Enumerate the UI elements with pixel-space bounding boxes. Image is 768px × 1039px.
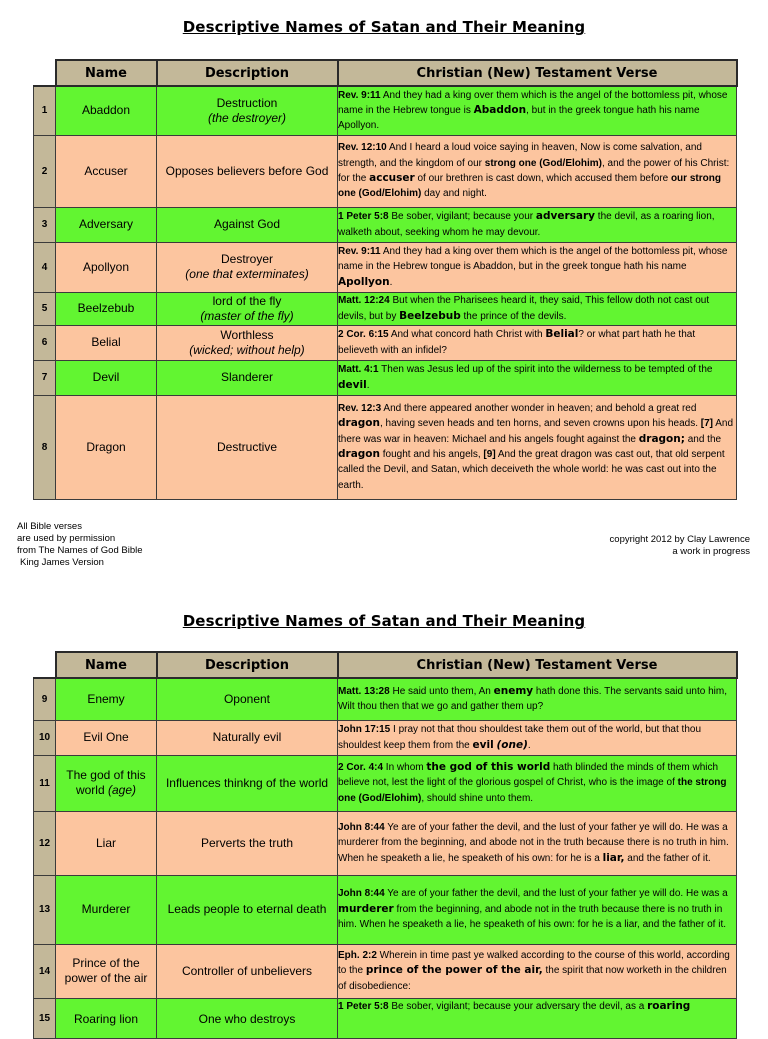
verse-text: hath done this. The servants said unto him, Wilt thou then that we go and gather them up? xyxy=(338,685,727,713)
verse-text: Be sober, vigilant; because your adversary the devil, as a xyxy=(388,1000,648,1012)
table-row xyxy=(34,242,737,292)
note-line: are used by permission xyxy=(17,533,116,544)
row-number: 15 xyxy=(34,998,56,1038)
verse-text: the devil, as a roaring lion, walketh about, seeking whom he may devour. xyxy=(338,211,715,238)
description-cell xyxy=(157,242,338,292)
description-cell xyxy=(157,292,338,325)
description-cell xyxy=(157,86,338,135)
verse-cell xyxy=(338,242,737,292)
table-row xyxy=(34,875,737,944)
verse-text: the prince of the devils. xyxy=(460,310,567,322)
name-cell: Beelzebub xyxy=(56,292,157,325)
verse-reference: 1 Peter 5:8 xyxy=(338,1000,389,1012)
description-subtext: (one that exterminates) xyxy=(185,267,309,281)
table-row xyxy=(34,944,737,998)
description-cell: Opposes believers before God xyxy=(157,135,338,207)
verse-text: I pray not that thou shouldest take them out of the world, but that thou shouldest keep them from the xyxy=(338,724,702,751)
table-row xyxy=(34,998,737,1038)
verse-text: And there appeared another wonder in heaven; and behold a great red xyxy=(381,402,697,414)
verse-cell xyxy=(338,811,737,875)
verse-text: and the father of it. xyxy=(624,852,711,864)
name-cell: Apollyon xyxy=(56,242,157,292)
description-cell xyxy=(157,325,338,360)
description-text: Destroyer xyxy=(220,252,273,266)
description-cell: Slanderer xyxy=(157,360,338,395)
permission-note xyxy=(17,521,143,569)
header-name: Name xyxy=(56,60,157,86)
table-row xyxy=(34,86,737,135)
description-cell: Destructive xyxy=(157,395,338,499)
verse-highlight: (one) xyxy=(496,738,528,751)
note-line: a work in progress xyxy=(672,546,750,557)
names-table-1 xyxy=(33,59,738,500)
header-verse: Christian (New) Testament Verse xyxy=(338,60,737,86)
verse-bold: the strong one (God/Elohim) xyxy=(338,777,727,804)
row-number: 8 xyxy=(34,395,56,499)
table-header-row xyxy=(34,60,737,86)
verse-highlight: Belial xyxy=(545,328,579,341)
description-cell: Influences thinkng of the world xyxy=(157,755,338,811)
verse-reference: Rev. 12:3 xyxy=(338,402,382,414)
table-row xyxy=(34,292,737,325)
verse-text: In whom xyxy=(383,761,427,773)
row-number: 7 xyxy=(34,360,56,395)
verse-cell xyxy=(338,678,737,720)
note-line: All Bible verses xyxy=(17,521,82,532)
description-cell: Leads people to eternal death xyxy=(157,875,338,944)
verse-cell xyxy=(338,86,737,135)
verse-text: hath blinded the minds of them which believe not, lest the light of the glorious gospel of Christ, who is the image of xyxy=(338,761,719,789)
verse-cell xyxy=(338,755,737,811)
table-row xyxy=(34,135,737,207)
verse-text: fought and his angels, xyxy=(380,449,484,460)
description-cell: Naturally evil xyxy=(157,720,338,755)
verse-highlight: liar, xyxy=(602,851,625,864)
copyright-note xyxy=(610,534,750,558)
verse-highlight: murderer xyxy=(338,902,394,915)
verse-cell xyxy=(338,135,737,207)
description-subtext: (wicked; without help) xyxy=(189,342,305,357)
verse-reference: 2 Cor. 4:4 xyxy=(338,761,384,773)
header-description: Description xyxy=(157,60,338,86)
name-cell: Prince of the power of the air xyxy=(56,944,157,998)
description-text: Worthless xyxy=(220,327,274,342)
verse-highlight: enemy xyxy=(493,684,534,697)
row-number: 13 xyxy=(34,875,56,944)
verse-reference: [9] xyxy=(483,449,496,460)
row-number: 5 xyxy=(34,292,56,325)
row-number: 14 xyxy=(34,944,56,998)
name-cell xyxy=(56,755,157,811)
row-number: 12 xyxy=(34,811,56,875)
name-cell: Roaring lion xyxy=(56,998,157,1038)
verse-cell xyxy=(338,944,737,998)
verse-highlight: Abaddon xyxy=(473,104,527,117)
verse-text: He said unto them, An xyxy=(389,685,494,697)
row-number: 9 xyxy=(34,678,56,720)
description-cell: One who destroys xyxy=(157,998,338,1038)
verse-highlight: dragon; xyxy=(638,432,685,445)
verse-text: And they had a king over them which is the angel of the bottomless pit, whose name in the Hebrew tongue is Abaddon, but in the greek tongue hath his name xyxy=(338,245,728,273)
verse-text: And the great dragon was cast out, that old serpent called the Devil, and Satan, which deceiveth the whole world: he was cast out into the earth. xyxy=(338,449,725,491)
verse-text: And there was war in heaven: Michael and his angels fought against the xyxy=(338,418,734,445)
note-line: from The Names of God Bible xyxy=(17,545,143,556)
table-row xyxy=(34,811,737,875)
row-number: 1 xyxy=(34,86,56,135)
verse-text: And I heard a loud voice saying in heaven, Now is come salvation, and strength, and the kingdom of our xyxy=(338,142,702,169)
description-cell: Controller of unbelievers xyxy=(157,944,338,998)
verse-cell xyxy=(338,207,737,242)
verse-text: Then was Jesus led up of the spirit into the wilderness to be tempted of the xyxy=(378,364,713,376)
verse-text: . xyxy=(389,276,393,288)
note-line: King James Version xyxy=(20,557,104,568)
verse-highlight: dragon xyxy=(338,448,380,460)
header-verse: Christian (New) Testament Verse xyxy=(338,652,737,678)
name-cell: Enemy xyxy=(56,678,157,720)
verse-highlight: the god of this world xyxy=(426,760,551,773)
description-subtext: (master of the fly) xyxy=(200,308,294,323)
verse-cell xyxy=(338,875,737,944)
verse-text: and the xyxy=(684,433,722,445)
names-table-2 xyxy=(33,651,738,1039)
name-cell: Belial xyxy=(56,325,157,360)
name-cell: Murderer xyxy=(56,875,157,944)
name-text: The god of this world xyxy=(66,768,146,797)
name-cell: Evil One xyxy=(56,720,157,755)
verse-highlight: roaring xyxy=(647,999,691,1012)
verse-highlight: adversary xyxy=(535,210,596,223)
row-number: 6 xyxy=(34,325,56,360)
description-cell: Perverts the truth xyxy=(157,811,338,875)
verse-highlight: Beelzebub xyxy=(399,309,461,322)
verse-cell xyxy=(338,292,737,325)
row-number: 10 xyxy=(34,720,56,755)
verse-highlight: prince of the power of the air, xyxy=(365,964,543,977)
verse-text: , and the power of his Christ: for the xyxy=(338,157,730,184)
verse-text: , should shine unto them. xyxy=(421,792,534,804)
verse-cell xyxy=(338,360,737,395)
verse-reference: 2 Cor. 6:15 xyxy=(338,329,389,341)
verse-cell xyxy=(338,325,737,360)
verse-reference: John 8:44 xyxy=(338,821,385,833)
table-header-row xyxy=(34,652,737,678)
verse-text: Be sober, vigilant; because your xyxy=(388,211,536,223)
table-row xyxy=(34,360,737,395)
table-row xyxy=(34,755,737,811)
verse-text: , but in the greek tongue hath his name Apollyon. xyxy=(338,105,700,132)
verse-text: . xyxy=(366,379,370,391)
verse-bold: strong one (God/Elohim) xyxy=(484,157,602,169)
name-cell: Devil xyxy=(56,360,157,395)
page-title: Descriptive Names of Satan and Their Meaning xyxy=(182,612,586,630)
verse-text: Ye are of your father the devil, and the lust of your father ye will do. He was a murderer from the beginning, and abode not in the truth because there is no truth in him. When he speaketh a lie, he speaketh of his own: for he is a xyxy=(338,821,729,864)
name-cell: Liar xyxy=(56,811,157,875)
verse-reference: Rev. 9:11 xyxy=(338,89,381,101)
verse-reference: Rev. 12:10 xyxy=(338,142,387,154)
verse-reference: John 17:15 xyxy=(338,724,391,736)
description-text: Destruction xyxy=(216,95,278,110)
verse-highlight: dragon xyxy=(338,417,380,430)
row-number: 2 xyxy=(34,135,56,207)
verse-text: day and night. xyxy=(421,188,487,200)
verse-text: And they had a king over them which is the angel of the bottomless pit, whose name in the Hebrew tongue is xyxy=(338,89,728,117)
name-subtext: (age) xyxy=(108,783,137,797)
verse-text: . xyxy=(527,739,531,751)
verse-reference: Matt. 4:1 xyxy=(338,364,379,376)
note-line: copyright 2012 by Clay Lawrence xyxy=(609,534,750,545)
verse-cell xyxy=(338,720,737,755)
verse-reference: Rev. 9:11 xyxy=(338,245,381,257)
verse-text: Wherein in time past ye walked according to the course of this world, according to the xyxy=(338,949,730,977)
name-cell: Adversary xyxy=(56,207,157,242)
verse-highlight: accuser xyxy=(369,172,415,184)
header-corner xyxy=(34,60,56,86)
description-text: lord of the fly xyxy=(212,293,282,308)
table-row xyxy=(34,678,737,720)
verse-text: of our brethren is cast down, which accused them before xyxy=(414,173,671,184)
verse-cell xyxy=(338,395,737,499)
name-cell: Abaddon xyxy=(56,86,157,135)
header-name: Name xyxy=(56,652,157,678)
table-row xyxy=(34,720,737,755)
verse-reference: Eph. 2:2 xyxy=(338,949,377,961)
table-row xyxy=(34,325,737,360)
page-title: Descriptive Names of Satan and Their Meaning xyxy=(182,18,586,36)
verse-text: And what concord hath Christ with xyxy=(388,329,546,341)
verse-reference: John 8:44 xyxy=(338,888,385,900)
verse-text: ? or what part hath he that believeth with an infidel? xyxy=(338,329,696,356)
verse-text: , having seven heads and ten horns, and seven crowns upon his heads. xyxy=(380,418,701,430)
header-corner xyxy=(34,652,56,678)
table-row xyxy=(34,207,737,242)
verse-highlight: devil xyxy=(338,378,367,391)
row-number: 3 xyxy=(34,207,56,242)
verse-reference: Matt. 13:28 xyxy=(338,685,390,697)
verse-reference: 1 Peter 5:8 xyxy=(338,211,389,223)
verse-text: from the beginning, and abode not in the truth because there is no truth in him. When he speaketh a lie, he speaketh of his own: for he is a liar, and the father of it. xyxy=(338,903,727,931)
verse-text: But when the Pharisees heard it, they said, This fellow doth not cast out devils, but by xyxy=(338,295,710,322)
verse-reference: [7] xyxy=(700,418,714,430)
verse-text: the spirit that now worketh in the children of disobedience: xyxy=(338,965,727,992)
verse-highlight: evil xyxy=(472,738,494,751)
verse-bold: our strong one (God/Elohim) xyxy=(338,173,721,200)
description-cell: Against God xyxy=(157,207,338,242)
description-cell: Oponent xyxy=(157,678,338,720)
table-row xyxy=(34,395,737,499)
verse-highlight: Apollyon xyxy=(338,275,390,288)
header-description: Description xyxy=(157,652,338,678)
verse-text: Ye are of your father the devil, and the lust of your father ye will do. He was a xyxy=(384,888,728,900)
row-number: 4 xyxy=(34,242,56,292)
row-number: 11 xyxy=(34,755,56,811)
verse-reference: Matt. 12:24 xyxy=(338,295,390,307)
name-cell: Accuser xyxy=(56,135,157,207)
description-subtext: (the destroyer) xyxy=(207,110,287,125)
verse-cell xyxy=(338,998,737,1038)
name-cell: Dragon xyxy=(56,395,157,499)
